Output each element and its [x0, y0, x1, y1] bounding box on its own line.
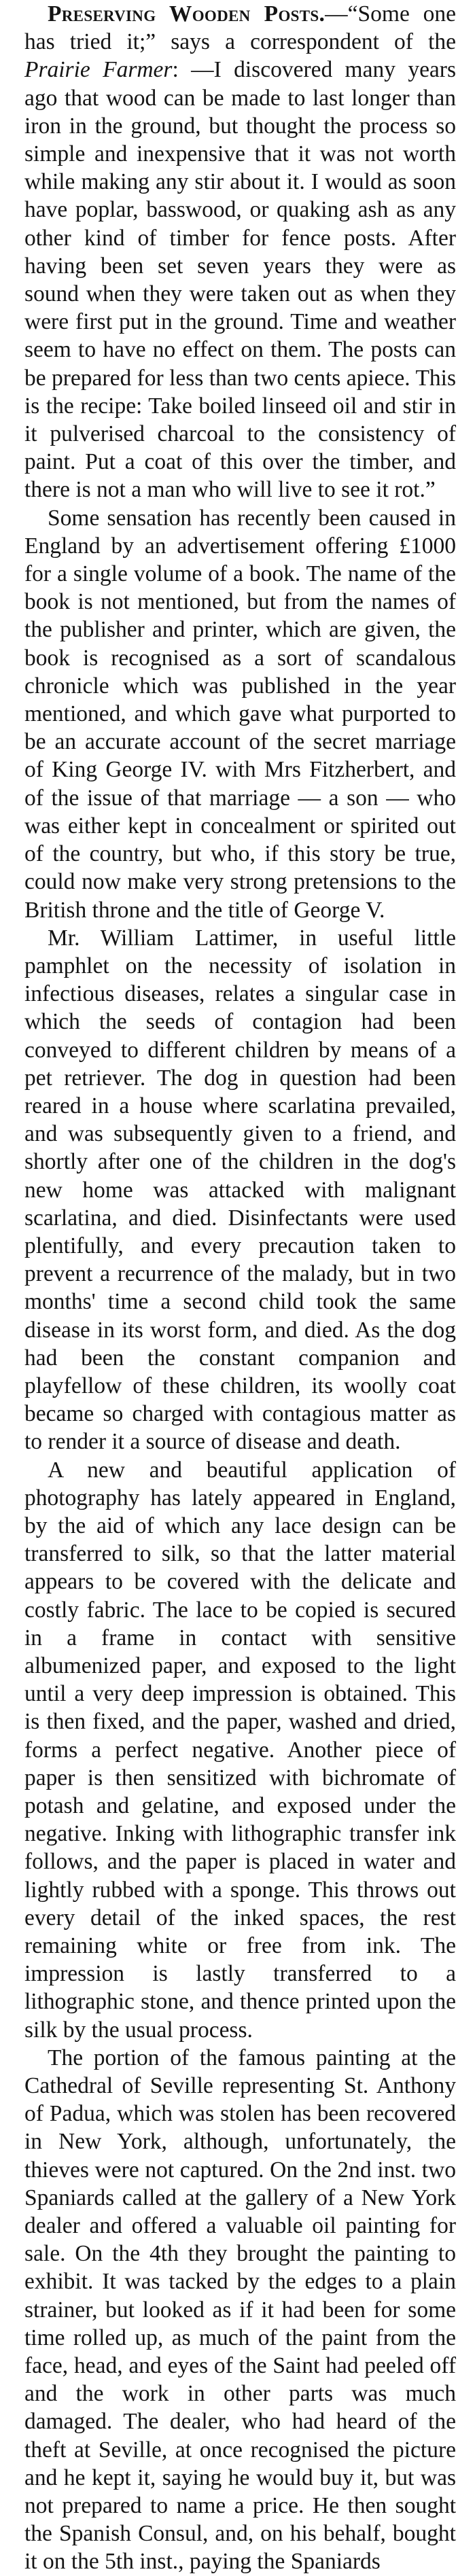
article-preserving-wooden-posts [24, 0, 456, 504]
column-text [24, 0, 457, 2575]
article-contagion-retriever: Mr. William Lattimer, in useful little pamphlet on the necessity of isolation in infectious diseases, relates a singular case in which the seeds of contagion had been conveyed to different children by means of a pet retriever. The dog in question had been reared in a house where scarlatina prevailed, and was subsequently given to a friend, and shortly after one of the children in the dog's new home was attacked with malignant scarlatina, and died. Disinfectants were used plentifully, and every precaution taken to prevent a recurrence of the malady, but in two months' time a second child took the same disease in its worst form, and died. As the dog had been the constant companion and playfellow of these children, its woolly coat became so charged with contagious matter as to render it a source of disease and death. [24, 925, 456, 1455]
article-book-advertisement: Some sensation has recently been caused in England by an advertisement offering £1000 for a single volume of a book. The name of the book is not mentioned, but from the names of the publisher and printer, which are given, the book is recognised as a sort of scandalous chronicle which was published in the year mentioned, and which gave what purported to be an accurate account of the secret marriage of King George IV. with Mrs Fitzherbert, and of the issue of that marriage — a son — who was either kept in concealment or spirited out of the country, but who, if this story be true, could now make very strong pretensions to the British throne and the title of George V. [24, 505, 456, 923]
article-intro-text: —“Some one has tried it;” says a correspondent of the [24, 1, 457, 55]
article-seville-painting: The portion of the famous painting at the Cathedral of Seville representing St. Anthony of Padua, which was stolen has been recovered in New York, although, unfortunately, the thieves were not captured. On the 2nd inst. two Spaniards called at the gallery of a New York dealer and offered a valuable oil painting for sale. On the 4th they brought the painting to exhibit. It was tacked by the edges to a plain strainer, but looked as if it had been for some time rolled up, as much of the paint from the face, head, and eyes of the Saint had peeled off and the work in other parts was much damaged. The dealer, who had heard of the theft at Seville, at once recognised the picture and he kept it, saying he would buy it, but was not prepared to name a price. He then sought the Spanish Consul, and, on his behalf, bought it on the 5th inst., paying the Spaniards [24, 2045, 456, 2575]
article-lace-photography: A new and beautiful application of photography has lately appeared in England, by the aid of which any lace design can be transferred to silk, so that the latter material appears to be covered with the delicate and costly fabric. The lace to be copied is secured in a frame in contact with sensitive albumenized paper, and exposed to the light until a very deep impression is obtained. This is then fixed, and the paper, washed and dried, forms a perfect negative. Another piece of paper is then sensitized with bichromate of potash and gelatine, and exposed under the negative. Inking with lithographic transfer ink follows, and the paper is placed in water and lightly rubbed with a sponge. This throws out every detail of the inked spaces, the rest remaining white or free from ink. The impression is lastly transferred to a lithographic stone, and thence printed upon the silk by the usual process. [24, 1457, 456, 2043]
publication-name: Prairie Farmer [24, 57, 173, 83]
article-heading: Preserving Wooden Posts. [48, 1, 326, 27]
article-body-text: : —I discovered many years ago that wood can be made to last longer than iron in the ground, but thought the process so simple and inexpensive that it was not worth while making any stir about it. I would as soon have poplar, basswood, or quaking ash as any other kind of timber for fence posts. After having been set seven years they were as sound when they were taken out as when they were first put in the ground. Time and weather seem to have no effect on them. The posts can be prepared for less than two cents apiece. This is the recipe: Take boiled linseed oil and stir in it pulverised charcoal to the consistency of paint. Put a coat of this over the timber, and there is not a man who will live to see it rot.” [24, 57, 456, 503]
